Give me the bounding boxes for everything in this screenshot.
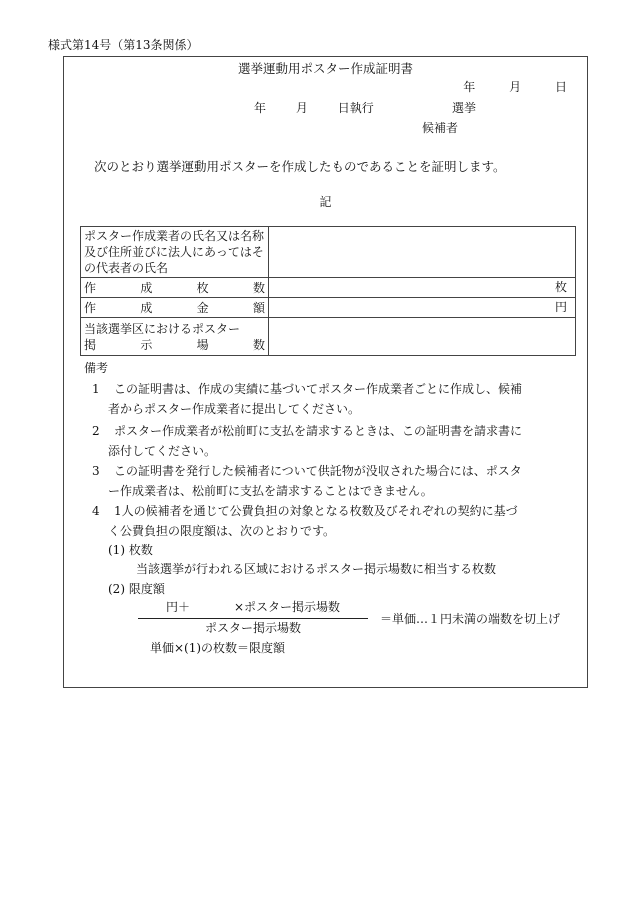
date-day: 日 [554, 80, 567, 94]
note-4: 4 1人の候補者を通じて公費負担の対象となる枚数及びそれぞれの契約に基づ く公費負担の限度額は、次のとおりです。 [92, 504, 518, 538]
candidate-label: 候補者 [422, 121, 459, 135]
form-number: 様式第14号（第13条関係） [48, 38, 199, 52]
exec-month: 月 [295, 101, 308, 115]
exec-day: 日執行 [337, 101, 374, 115]
amount-unit: 円 [269, 298, 576, 318]
detail-table [80, 226, 576, 356]
limit-formula: 単価×(1)の枚数＝限度額 [150, 641, 286, 655]
unit-price-result: ＝単価…１円未満の端数を切上げ [380, 612, 561, 626]
date-month: 月 [509, 80, 522, 94]
vendor-label: ポスター作成業者の氏名又は名称及び住所並びに法人にあってはその代表者の氏名 [81, 227, 269, 278]
certificate-frame [63, 56, 588, 688]
note-3: 3 この証明書を発行した候補者について供託物が没収された場合には、ポスタ ー作成業者は、松前町に支払を請求することはできません。 [92, 464, 522, 498]
note-2: 2 ポスター作成業者が松前町に支払を請求するときは、この証明書を請求書に 添付してください。 [92, 424, 523, 458]
table-row-vendor [81, 227, 576, 278]
vendor-value [269, 227, 576, 278]
count-label: 作 成 枚 数 [81, 278, 269, 298]
table-row-count [81, 278, 576, 298]
board-count-value [269, 318, 576, 356]
certify-statement: 次のとおり選挙運動用ポスターを作成したものであることを証明します。 [94, 159, 506, 174]
sub-text-count: 当該選挙が行われる区域におけるポスター掲示場数に相当する枚数 [136, 562, 497, 576]
election-name: 選挙 [452, 101, 477, 115]
table-row-amount [81, 298, 576, 318]
fraction-denominator: ポスター掲示場数 [204, 620, 301, 635]
exec-year: 年 [254, 101, 267, 115]
execution-date-row [254, 101, 400, 117]
note-1: 1 この証明書は、作成の実績に基づいてポスター作成業者ごとに作成し、候補 者からポスター作成業者に提出してください。 [92, 382, 523, 416]
document-title: 選挙運動用ポスター作成証明書 [237, 61, 413, 76]
board-count-label: 当該選挙区におけるポスター 掲 示 場 数 [81, 318, 269, 356]
sub-heading-count: (1) 枚数 [108, 543, 153, 557]
amount-label: 作 成 金 額 [81, 298, 269, 318]
count-unit: 枚 [269, 278, 576, 298]
unit-price-fraction [138, 600, 368, 636]
table-row-board-count [81, 318, 576, 356]
notes-heading: 備考 [84, 361, 109, 375]
sub-heading-limit: (2) 限度額 [108, 582, 165, 596]
ki-heading: 記 [319, 195, 332, 209]
date-year: 年 [463, 80, 476, 94]
fraction-numerator: 円＋ ×ポスター掲示場数 [165, 600, 341, 614]
issue-date-row [433, 80, 567, 96]
